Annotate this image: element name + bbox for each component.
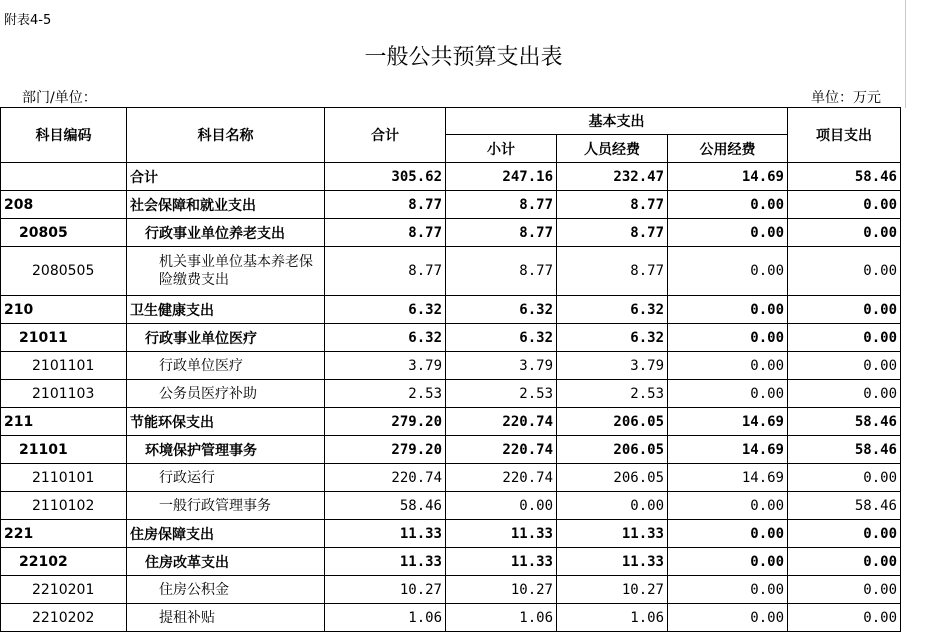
table-row (1, 464, 901, 492)
row-code: 221 (1, 520, 127, 548)
row-project: 0.00 (788, 247, 901, 296)
row-subtotal: 220.74 (446, 464, 557, 492)
table-row (1, 163, 901, 191)
row-personnel: 8.77 (557, 191, 668, 219)
row-public: 0.00 (668, 604, 788, 632)
row-code: 2210202 (1, 604, 127, 632)
row-public: 0.00 (668, 492, 788, 520)
row-public: 0.00 (668, 191, 788, 219)
row-code: 21011 (1, 324, 127, 352)
row-code: 2101101 (1, 352, 127, 380)
row-total: 10.27 (325, 576, 446, 604)
row-name: 环境保护管理事务 (127, 436, 325, 464)
row-public: 0.00 (668, 296, 788, 324)
row-personnel: 1.06 (557, 604, 668, 632)
row-public: 0.00 (668, 576, 788, 604)
table-row (1, 352, 901, 380)
row-personnel: 10.27 (557, 576, 668, 604)
row-project: 58.46 (788, 436, 901, 464)
row-personnel: 206.05 (557, 436, 668, 464)
header-name: 科目名称 (127, 108, 325, 163)
table-row (1, 604, 901, 632)
row-subtotal: 11.33 (446, 548, 557, 576)
row-personnel: 8.77 (557, 219, 668, 247)
row-name: 卫生健康支出 (127, 296, 325, 324)
row-public: 0.00 (668, 548, 788, 576)
row-name: 住房保障支出 (127, 520, 325, 548)
row-code: 2110101 (1, 464, 127, 492)
row-project: 0.00 (788, 576, 901, 604)
row-project: 0.00 (788, 296, 901, 324)
row-total: 8.77 (325, 219, 446, 247)
row-public: 14.69 (668, 408, 788, 436)
row-total: 1.06 (325, 604, 446, 632)
row-project: 58.46 (788, 492, 901, 520)
row-project: 0.00 (788, 464, 901, 492)
row-subtotal: 6.32 (446, 296, 557, 324)
row-name: 公务员医疗补助 (127, 380, 325, 408)
table-row (1, 191, 901, 219)
row-project: 0.00 (788, 324, 901, 352)
row-total: 8.77 (325, 247, 446, 296)
header-subtotal: 小计 (446, 135, 557, 163)
row-name: 行政事业单位养老支出 (127, 219, 325, 247)
row-total: 279.20 (325, 436, 446, 464)
header-total: 合计 (325, 108, 446, 163)
row-personnel: 206.05 (557, 408, 668, 436)
row-project: 0.00 (788, 352, 901, 380)
row-code: 22102 (1, 548, 127, 576)
row-total: 3.79 (325, 352, 446, 380)
row-subtotal: 8.77 (446, 219, 557, 247)
row-project: 0.00 (788, 548, 901, 576)
row-personnel: 11.33 (557, 548, 668, 576)
row-name: 合计 (127, 163, 325, 191)
row-total: 8.77 (325, 191, 446, 219)
row-code (1, 163, 127, 191)
row-subtotal: 220.74 (446, 408, 557, 436)
row-subtotal: 1.06 (446, 604, 557, 632)
row-name: 社会保障和就业支出 (127, 191, 325, 219)
row-name: 行政单位医疗 (127, 352, 325, 380)
row-subtotal: 6.32 (446, 324, 557, 352)
row-code: 21101 (1, 436, 127, 464)
row-personnel: 8.77 (557, 247, 668, 296)
table-row (1, 520, 901, 548)
row-personnel: 206.05 (557, 464, 668, 492)
row-total: 11.33 (325, 548, 446, 576)
row-subtotal: 2.53 (446, 380, 557, 408)
table-row (1, 548, 901, 576)
table-row (1, 492, 901, 520)
row-personnel: 2.53 (557, 380, 668, 408)
table-row (1, 380, 901, 408)
row-public: 0.00 (668, 247, 788, 296)
row-public: 0.00 (668, 219, 788, 247)
table-row (1, 576, 901, 604)
expenditure-table (0, 107, 901, 632)
row-public: 0.00 (668, 352, 788, 380)
row-total: 2.53 (325, 380, 446, 408)
row-code: 2210201 (1, 576, 127, 604)
row-project: 58.46 (788, 408, 901, 436)
row-public: 0.00 (668, 324, 788, 352)
row-subtotal: 10.27 (446, 576, 557, 604)
row-code: 20805 (1, 219, 127, 247)
appendix-label: 附表4-5 (4, 13, 52, 28)
row-subtotal: 8.77 (446, 191, 557, 219)
row-total: 58.46 (325, 492, 446, 520)
row-personnel: 6.32 (557, 324, 668, 352)
row-project: 0.00 (788, 604, 901, 632)
row-public: 0.00 (668, 380, 788, 408)
row-subtotal: 220.74 (446, 436, 557, 464)
row-public: 14.69 (668, 163, 788, 191)
table-body (1, 163, 901, 632)
header-code: 科目编码 (1, 108, 127, 163)
row-code: 2101103 (1, 380, 127, 408)
row-name: 住房公积金 (127, 576, 325, 604)
row-total: 6.32 (325, 296, 446, 324)
row-personnel: 11.33 (557, 520, 668, 548)
row-total: 6.32 (325, 324, 446, 352)
row-total: 220.74 (325, 464, 446, 492)
row-project: 0.00 (788, 380, 901, 408)
header-project: 项目支出 (788, 108, 901, 163)
row-code: 208 (1, 191, 127, 219)
row-public: 14.69 (668, 464, 788, 492)
row-name: 提租补贴 (127, 604, 325, 632)
row-name: 行政运行 (127, 464, 325, 492)
row-public: 14.69 (668, 436, 788, 464)
row-subtotal: 11.33 (446, 520, 557, 548)
header-public: 公用经费 (668, 135, 788, 163)
table-row (1, 436, 901, 464)
header-personnel: 人员经费 (557, 135, 668, 163)
row-subtotal: 247.16 (446, 163, 557, 191)
row-subtotal: 3.79 (446, 352, 557, 380)
row-personnel: 0.00 (557, 492, 668, 520)
table-row (1, 296, 901, 324)
row-subtotal: 8.77 (446, 247, 557, 296)
row-name: 一般行政管理事务 (127, 492, 325, 520)
table-row (1, 247, 901, 296)
row-personnel: 3.79 (557, 352, 668, 380)
row-name: 机关事业单位基本养老保险缴费支出 (127, 247, 325, 296)
row-total: 11.33 (325, 520, 446, 548)
row-code: 2080505 (1, 247, 127, 296)
row-subtotal: 0.00 (446, 492, 557, 520)
table-row (1, 219, 901, 247)
table-row (1, 324, 901, 352)
row-project: 58.46 (788, 163, 901, 191)
page-title: 一般公共预算支出表 (364, 45, 563, 70)
row-public: 0.00 (668, 520, 788, 548)
row-project: 0.00 (788, 191, 901, 219)
row-code: 210 (1, 296, 127, 324)
row-code: 211 (1, 408, 127, 436)
unit-label: 单位：万元 (811, 90, 881, 106)
row-personnel: 232.47 (557, 163, 668, 191)
table-row (1, 408, 901, 436)
row-project: 0.00 (788, 219, 901, 247)
row-project: 0.00 (788, 520, 901, 548)
row-total: 279.20 (325, 408, 446, 436)
row-name: 住房改革支出 (127, 548, 325, 576)
row-personnel: 6.32 (557, 296, 668, 324)
row-name: 节能环保支出 (127, 408, 325, 436)
header-basic: 基本支出 (446, 108, 788, 135)
department-label: 部门/单位： (22, 90, 97, 106)
row-name: 行政事业单位医疗 (127, 324, 325, 352)
row-total: 305.62 (325, 163, 446, 191)
row-code: 2110102 (1, 492, 127, 520)
